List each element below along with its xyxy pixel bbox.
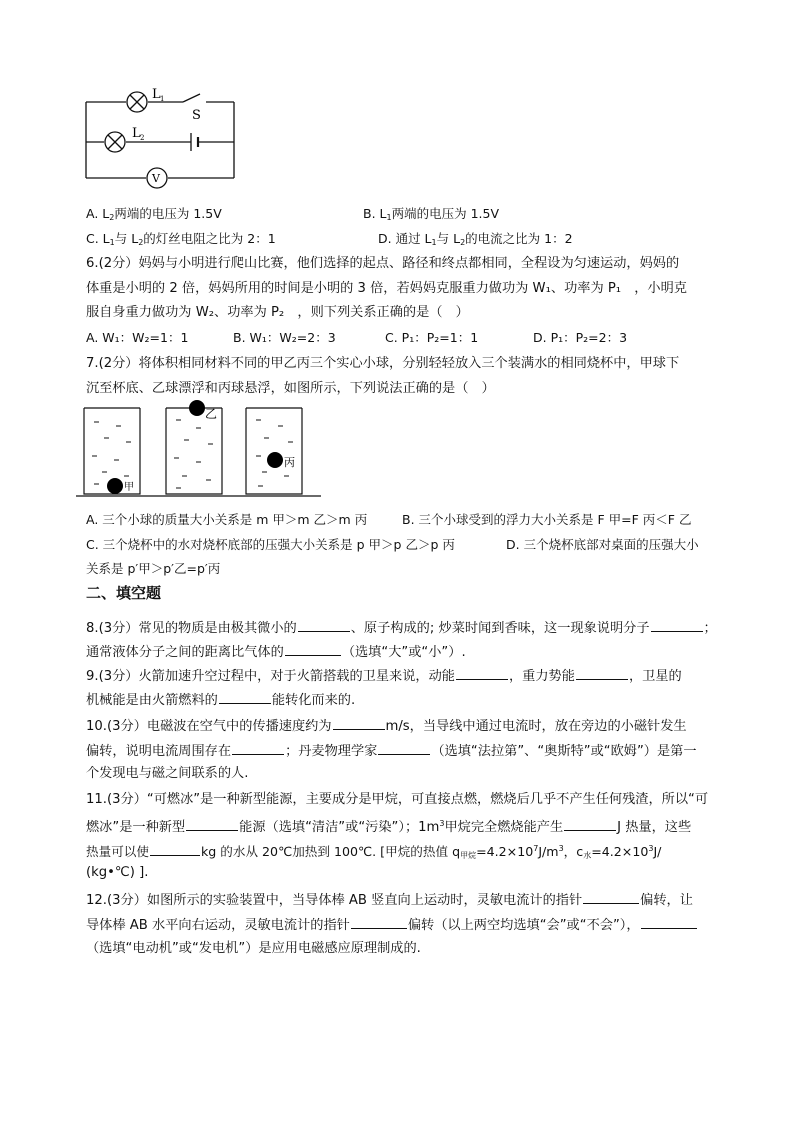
q8-blank-2[interactable]	[651, 618, 703, 632]
q10-line-1: 10.(3分）电磁波在空气中的传播速度约为 m/s，当导线中通过电流时，放在旁边的小磁针发生	[86, 716, 687, 736]
q11-blank-3[interactable]	[150, 842, 200, 856]
q7-option-d-cont: 关系是 p′甲＞p′乙=p′丙	[86, 561, 221, 576]
q6-option-b[interactable]: B. W₁：W₂=2：3	[233, 330, 336, 345]
q9-blank-3[interactable]	[219, 690, 271, 704]
q7-option-d[interactable]: D. 三个烧杯底部对桌面的压强大小	[506, 537, 699, 552]
q8-blank-3[interactable]	[285, 642, 341, 656]
q6-option-c[interactable]: C. P₁：P₂=1：1	[385, 330, 479, 345]
q7-option-c[interactable]: C. 三个烧杯中的水对烧杯底部的压强大小关系是 p 甲＞p 乙＞p 丙	[86, 537, 455, 552]
q9-blank-2[interactable]	[576, 666, 628, 680]
q7-option-b[interactable]: B. 三个小球受到的浮力大小关系是 F 甲=F 丙＜F 乙	[402, 512, 692, 527]
q10-line-2: 偏转，说明电流周围存在 ；丹麦物理学家 （选填“法拉第”、“奥斯特”或“欧姆”）是第一	[86, 741, 697, 761]
q8-line-1: 8.(3分）常见的物质是由极其微小的 、原子构成的; 炒菜时闻到香味，这一现象说明分子 ；	[86, 618, 717, 638]
q12-blank-3[interactable]	[641, 915, 697, 929]
q10-blank-1[interactable]	[333, 716, 385, 730]
water-dashes	[92, 420, 293, 488]
q12-line-1: 12.(3分）如图所示的实验装置中，当导体棒 AB 竖直向上运动时，灵敏电流计的指针 偏转，让	[86, 890, 693, 910]
q6-line-3: 服自身重力做功为 W₂、功率为 P₂ ，则下列关系正确的是（ ）	[86, 305, 469, 320]
q6-option-a[interactable]: A. W₁：W₂=1：1	[86, 330, 189, 345]
label-l1: L	[152, 87, 161, 102]
ball-jia	[107, 478, 123, 494]
q6-line-1: 6.(2分）妈妈与小明进行爬山比赛，他们选择的起点、路径和终点都相同，全程设为匀速运动，妈妈的	[86, 256, 680, 271]
q10-line-3: 个发现电与磁之间联系的人.	[86, 766, 249, 781]
q11-blank-1[interactable]	[186, 817, 238, 831]
q7-option-a[interactable]: A. 三个小球的质量大小关系是 m 甲＞m 乙＞m 丙	[86, 512, 368, 527]
label-voltmeter: V	[152, 172, 160, 185]
label-yi: 乙	[205, 407, 218, 421]
q12-blank-2[interactable]	[351, 915, 407, 929]
beaker-bing	[246, 408, 302, 494]
q12-line-2: 导体棒 AB 水平向右运动，灵敏电流计的指针 偏转（以上两空均选填“会”或“不会”），	[86, 915, 698, 935]
q8-line-2: 通常液体分子之间的距离比气体的 （选填“大”或“小”）.	[86, 642, 466, 662]
q7-line-2: 沉至杯底、乙球漂浮和丙球悬浮，如图所示，下列说法正确的是（ ）	[86, 381, 495, 396]
ball-bing	[267, 452, 283, 468]
label-l2: L	[132, 126, 141, 141]
q11-line-2: 燃冰”是一种新型 能源（选填“清洁”或“污染”）；$1m^3$甲烷完全燃烧能产生 J 热量，这些	[86, 819, 692, 835]
svg-text:2: 2	[140, 134, 145, 142]
q10-blank-2[interactable]	[232, 741, 284, 755]
switch-blade	[183, 94, 200, 102]
q8-blank-1[interactable]	[298, 618, 350, 632]
q5-option-b[interactable]: B. $L_1$两端的电压为 1.5V	[363, 206, 499, 222]
q12-blank-1[interactable]	[583, 890, 639, 904]
svg-text:1: 1	[160, 95, 165, 103]
q9-line-1: 9.(3分）火箭加速升空过程中，对于火箭搭载的卫星来说，动能 ，重力势能 ，卫星的	[86, 666, 682, 686]
label-bing: 丙	[284, 456, 295, 469]
q5-option-d[interactable]: D. 通过 $L_1$与 $L_2$的电流之比为 1：2	[378, 231, 573, 247]
beakers-figure	[76, 398, 326, 502]
q9-line-2: 机械能是由火箭燃料的 能转化而来的.	[86, 690, 355, 710]
q11-line-3: 热量可以使 kg 的水从 20℃加热到 100℃. [甲烷的热值 $q_{甲烷}=4.2\times 10^7J/m^3$，$c_水=4.2\times 10^3J/$	[86, 844, 662, 860]
q11-line-1: 11.(3分）“可燃冰”是一种新型能源，主要成分是甲烷，可直接点燃，燃烧后几乎不产生任何残渣，所以“可	[86, 792, 709, 807]
q6-option-d[interactable]: D. P₁：P₂=2：3	[533, 330, 628, 345]
q10-blank-3[interactable]	[378, 741, 430, 755]
q5-option-c[interactable]: C. $L_1$与 $L_2$的灯丝电阻之比为 2：1	[86, 231, 276, 247]
q5-option-a[interactable]: A. $L_2$两端的电压为 1.5V	[86, 206, 222, 222]
ball-yi	[189, 400, 205, 416]
q6-line-2: 体重是小明的 2 倍，妈妈所用的时间是小明的 3 倍，若妈妈克服重力做功为 W₁、功率为 P₁ ，小明克	[86, 281, 687, 296]
label-switch: S	[192, 108, 201, 123]
q11-blank-2[interactable]	[564, 817, 616, 831]
label-jia: 甲	[124, 482, 134, 493]
q12-line-3: （选填“电动机”或“发电机”）是应用电磁感应原理制成的.	[86, 941, 421, 956]
q11-line-4: (kg•℃) ].	[86, 865, 149, 880]
q9-blank-1[interactable]	[456, 666, 508, 680]
q7-line-1: 7.(2分）将体积相同材料不同的甲乙丙三个实心小球，分别轻轻放入三个装满水的相同烧杯中，甲球下	[86, 356, 680, 371]
section-title: 二、填空题	[86, 584, 162, 602]
circuit-diagram	[78, 82, 248, 192]
